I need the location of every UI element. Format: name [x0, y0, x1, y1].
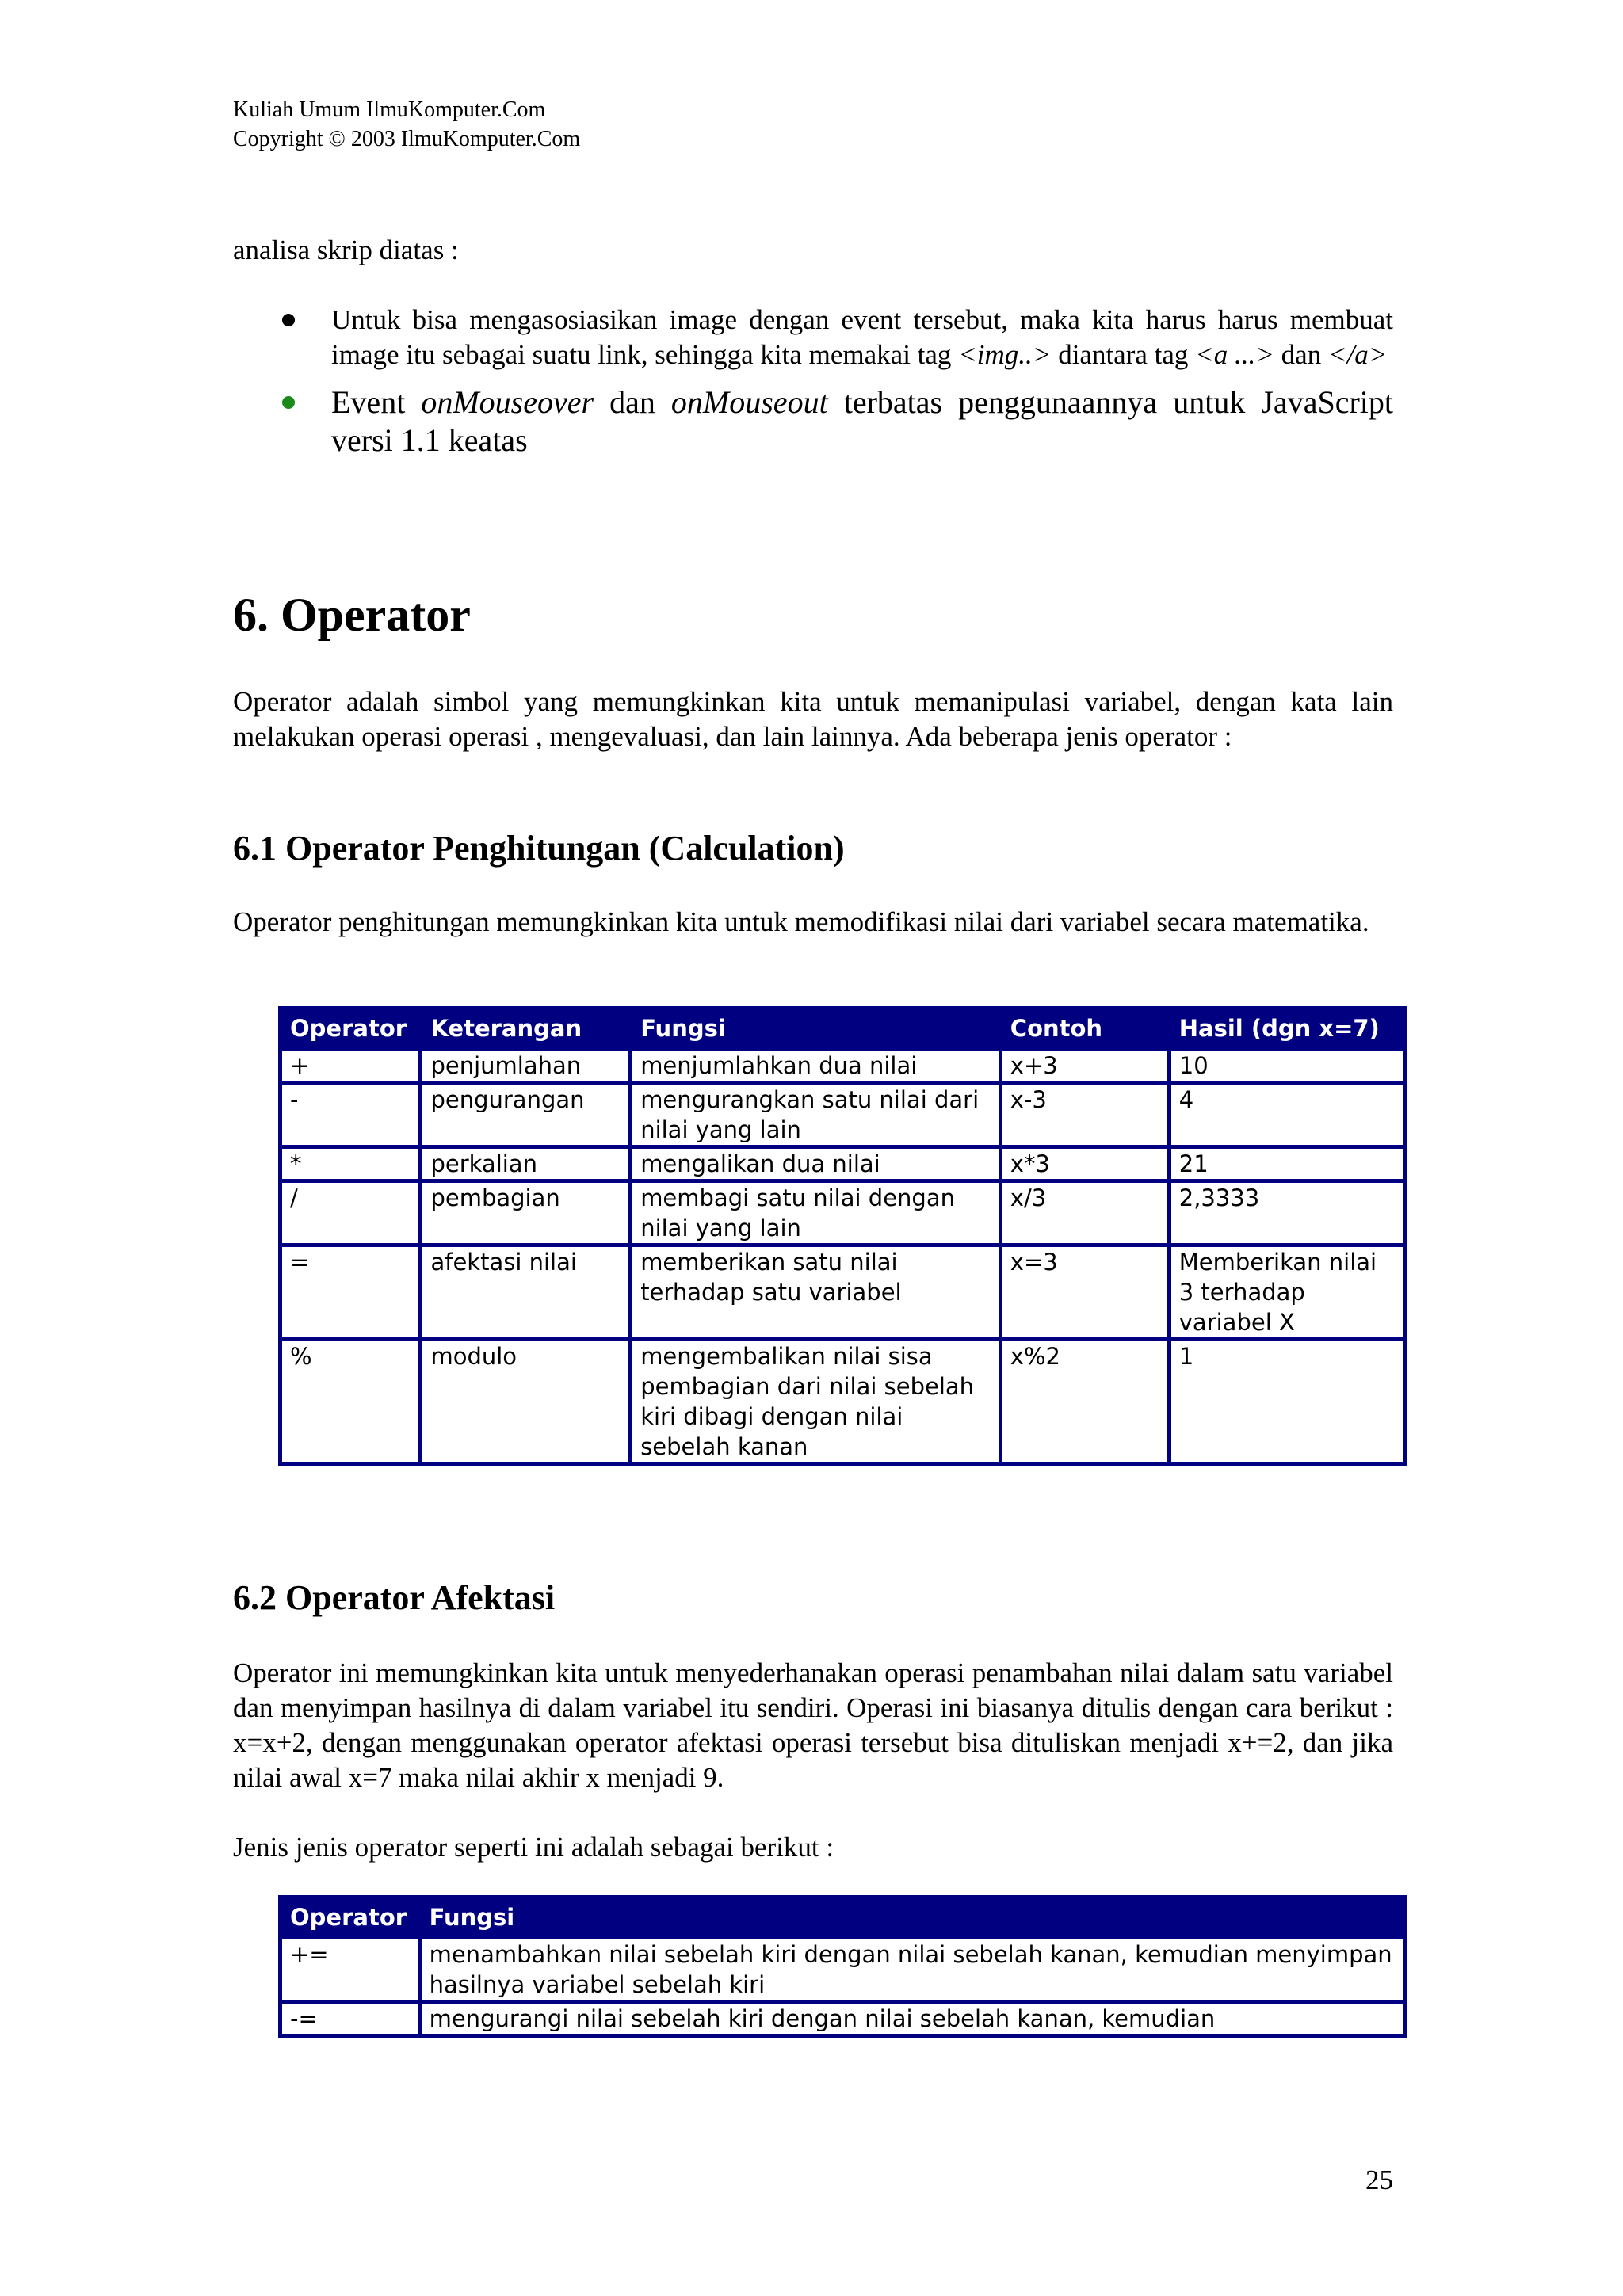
table-cell: memberikan satu nilai terhadap satu variabel — [632, 1247, 999, 1337]
bullet-dot-icon — [282, 314, 295, 326]
header-line-1: Kuliah Umum IlmuKomputer.Com — [233, 97, 546, 122]
table-cell: x*3 — [1002, 1149, 1167, 1179]
table-cell: = — [282, 1247, 418, 1337]
table-cell: Memberikan nilai 3 terhadap variabel X — [1171, 1247, 1403, 1337]
table-row — [282, 1939, 1403, 2000]
table-cell: x%2 — [1002, 1341, 1167, 1462]
table-cell: 10 — [1171, 1051, 1403, 1081]
section-6-heading: 6. Operator — [233, 589, 471, 641]
column-header: Operator — [282, 1899, 418, 1936]
bullet-item: Untuk bisa mengasosiasikan image dengan event tersebut, maka kita harus harus membuat image itu sebagai suatu link, sehingga kita memakai tag <img..> diantara tag <a ...> dan </a> — [233, 303, 1393, 372]
column-header: Operator — [282, 1010, 418, 1047]
table-cell: mengembalikan nilai sisa pembagian dari nilai sebelah kiri dibagi dengan nilai sebelah kanan — [632, 1341, 999, 1462]
table-cell: pembagian — [422, 1183, 628, 1243]
table-cell: 2,3333 — [1171, 1183, 1403, 1243]
calculation-operator-table — [278, 1006, 1407, 1466]
table-cell: 21 — [1171, 1149, 1403, 1179]
table-cell: * — [282, 1149, 418, 1179]
page-number: 25 — [1365, 2164, 1393, 2195]
table-header-row — [282, 1010, 1403, 1047]
table-row — [282, 1149, 1403, 1179]
table-cell: + — [282, 1051, 418, 1081]
table-cell: menjumlahkan dua nilai — [632, 1051, 999, 1081]
table-row — [282, 1051, 1403, 1081]
column-header: Contoh — [1002, 1010, 1167, 1047]
table-cell: x-3 — [1002, 1085, 1167, 1145]
section-6-paragraph: Operator adalah simbol yang memungkinkan kita untuk memanipulasi variabel, dengan kata lain melakukan operasi operasi , mengevaluasi, dan lain lainnya. Ada beberapa jenis operator : — [233, 686, 1393, 752]
page-header — [233, 95, 580, 154]
table-row — [282, 1247, 1403, 1337]
section-6-2-paragraph-2: Jenis jenis operator seperti ini adalah sebagai berikut : — [233, 1832, 834, 1863]
section-6-1-heading: 6.1 Operator Penghitungan (Calculation) — [233, 829, 845, 868]
bullet-item: Event onMouseover dan onMouseout terbatas penggunaannya untuk JavaScript versi 1.1 keatas — [233, 383, 1393, 460]
table-cell: % — [282, 1341, 418, 1462]
table-cell: penjumlahan — [422, 1051, 628, 1081]
table-cell: -= — [282, 2004, 418, 2034]
table-cell: perkalian — [422, 1149, 628, 1179]
table-cell: x=3 — [1002, 1247, 1167, 1337]
intro-text: analisa skrip diatas : — [233, 235, 459, 265]
table-cell: / — [282, 1183, 418, 1243]
table-cell: membagi satu nilai dengan nilai yang lain — [632, 1183, 999, 1243]
event-onmouseover: onMouseover — [421, 384, 594, 420]
tag-img: <img..> — [958, 339, 1052, 370]
section-6-2-paragraph: Operator ini memungkinkan kita untuk menyederhanakan operasi penambahan nilai dalam satu variabel dan menyimpan hasilnya di dalam variabel itu sendiri. Operasi ini biasanya ditulis dengan cara berikut : x=x+2, dengan menggunakan operator afektasi operasi tersebut bisa dituliskan menjadi x+=2, dan jika nilai awal x=7 maka nilai akhir x menjadi 9. — [233, 1657, 1393, 1793]
bullet-dot-icon — [282, 396, 295, 409]
tag-a: <a ...> — [1195, 339, 1274, 370]
table-row — [282, 2004, 1403, 2034]
table-cell: menambahkan nilai sebelah kiri dengan nilai sebelah kanan, kemudian menyimpan hasilnya variabel sebelah kiri — [422, 1939, 1403, 2000]
table-cell: += — [282, 1939, 418, 2000]
table-cell: pengurangan — [422, 1085, 628, 1145]
column-header: Keterangan — [422, 1010, 628, 1047]
table-row — [282, 1085, 1403, 1145]
section-6-1-paragraph: Operator penghitungan memungkinkan kita untuk memodifikasi nilai dari variabel secara matematika. — [233, 906, 1369, 937]
tag-end-a: </a> — [1327, 339, 1388, 370]
table-cell: 4 — [1171, 1085, 1403, 1145]
table-cell: afektasi nilai — [422, 1247, 628, 1337]
table-cell: - — [282, 1085, 418, 1145]
table-cell: modulo — [422, 1341, 628, 1462]
event-onmouseout: onMouseout — [670, 384, 828, 420]
column-header: Fungsi — [632, 1010, 999, 1047]
table-cell: mengurangi nilai sebelah kiri dengan nilai sebelah kanan, kemudian — [422, 2004, 1403, 2034]
bullet-list — [233, 303, 1393, 460]
affectation-operator-table — [278, 1895, 1407, 2038]
section-6-2-heading: 6.2 Operator Afektasi — [233, 1578, 556, 1617]
table-row — [282, 1341, 1403, 1462]
table-cell: 1 — [1171, 1341, 1403, 1462]
table-cell: mengurangkan satu nilai dari nilai yang lain — [632, 1085, 999, 1145]
column-header: Fungsi — [422, 1899, 1403, 1936]
table-cell: x/3 — [1002, 1183, 1167, 1243]
table-header-row — [282, 1899, 1403, 1936]
column-header: Hasil (dgn x=7) — [1171, 1010, 1403, 1047]
table-cell: x+3 — [1002, 1051, 1167, 1081]
table-row — [282, 1183, 1403, 1243]
header-line-2: Copyright © 2003 IlmuKomputer.Com — [233, 127, 581, 151]
table-cell: mengalikan dua nilai — [632, 1149, 999, 1179]
